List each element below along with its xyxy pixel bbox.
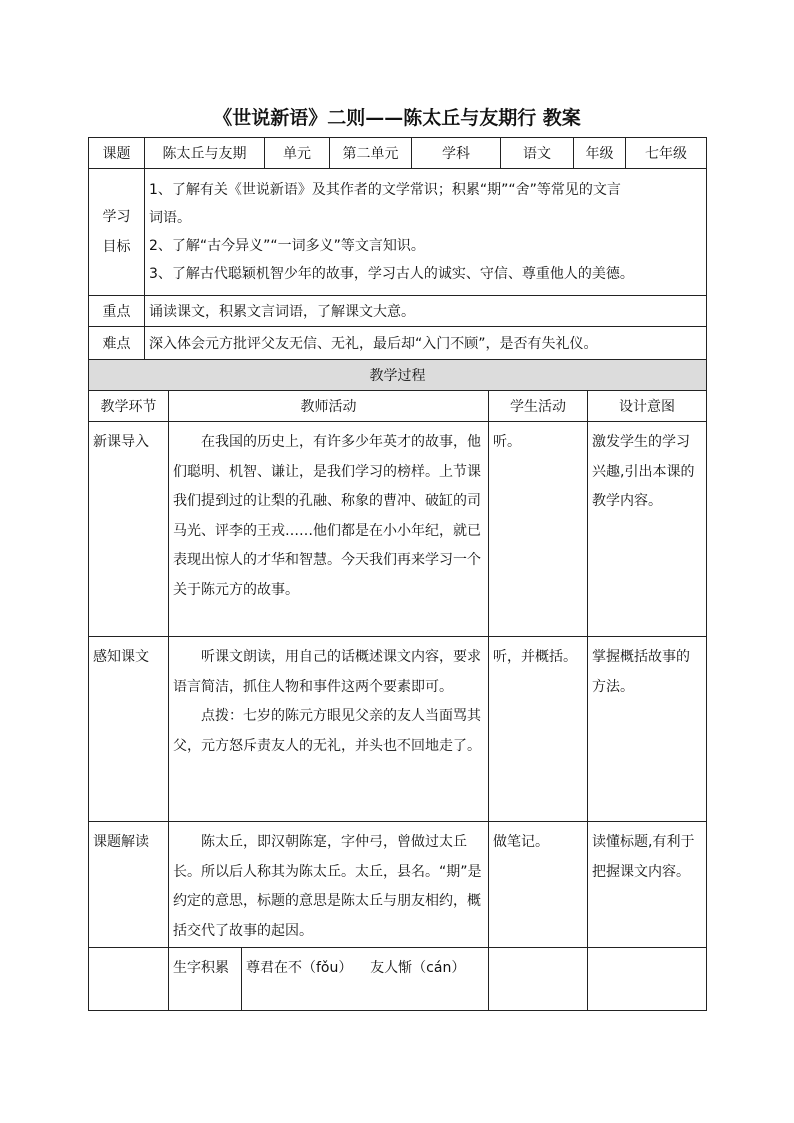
teacher-paragraph: 听课文朗读，用自己的话概述课文内容，要求语言简洁，抓住人物和事件这两个要素即可。 [173, 649, 481, 695]
objective-line: 3、了解古代聪颖机智少年的故事，学习古人的诚实、守信、尊重他人的美德。 [149, 266, 634, 282]
objective-line: 1、了解有关《世说新语》及其作者的文学常识；积累“期”“舍”等常见的文言 [149, 182, 621, 198]
process-row-perceive [89, 637, 707, 822]
teaching-process-table [88, 359, 707, 1011]
process-row-vocab [89, 948, 707, 1011]
stage-cell: 课题解读 [89, 822, 169, 948]
process-section-title: 教学过程 [89, 360, 707, 391]
process-row-title [89, 822, 707, 948]
key-value: 诵读课文，积累文言词语，了解课文大意。 [145, 296, 707, 327]
student-activity: 听，并概括。 [489, 637, 588, 822]
design-intent: 读懂标题,有利于把握课文内容。 [588, 822, 707, 948]
topic-value: 陈太丘与友期 [145, 138, 265, 169]
student-activity-empty [489, 948, 588, 1011]
stage-cell-empty [89, 948, 169, 1011]
header-stage: 教学环节 [89, 391, 169, 422]
difficulty-value: 深入体会元方批评父友无信、无礼，最后却“入门不顾”，是否有失礼仪。 [145, 327, 707, 360]
info-row-key [89, 296, 707, 327]
process-row-intro [89, 422, 707, 637]
grade-value: 七年级 [626, 138, 707, 169]
process-section-row [89, 360, 707, 391]
vocab-label: 生字积累 [169, 948, 242, 1011]
unit-value: 第二单元 [330, 138, 412, 169]
design-intent: 掌握概括故事的方法。 [588, 637, 707, 822]
header-student: 学生活动 [489, 391, 588, 422]
subject-value: 语文 [501, 138, 574, 169]
teacher-activity [169, 637, 489, 822]
design-intent-empty [588, 948, 707, 1011]
document-title: 《世说新语》二则——陈太丘与友期行 教案 [213, 107, 581, 129]
subject-label: 学科 [412, 138, 501, 169]
info-row-difficulty [89, 327, 707, 360]
teacher-paragraph: 在我国的历史上，有许多少年英才的故事，他们聪明、机智、谦让，是我们学习的榜样。上节课我们提到过的让梨的孔融、称象的曹冲、破缸的司马光、评李的王戎……他们都是在小小年纪，就已表现出惊人的才华和智慧。今天我们再来学习一个关于陈元方的故事。 [173, 434, 481, 598]
process-header-row [89, 391, 707, 422]
objective-line: 词语。 [149, 210, 191, 226]
grade-label: 年级 [574, 138, 626, 169]
teacher-paragraph: 点拨：七岁的陈元方眼见父亲的友人当面骂其父，元方怒斥责友人的无礼，并头也不回地走了。 [173, 708, 481, 754]
design-intent: 激发学生的学习兴趣,引出本课的教学内容。 [588, 422, 707, 637]
unit-label: 单元 [265, 138, 330, 169]
info-row-topic [89, 138, 707, 169]
teacher-paragraph: 陈太丘，即汉朝陈寔，字仲弓，曾做过太丘长。所以后人称其为陈太丘。太丘，县名。“期”是约定的意思，标题的意思是陈太丘与朋友相约，概括交代了故事的起因。 [173, 834, 482, 939]
objective-line: 2、了解“古今异义”“一词多义”等文言知识。 [149, 238, 425, 254]
lesson-info-table [88, 137, 707, 360]
student-activity: 听。 [489, 422, 588, 637]
vocab-text: 尊君在不（fǒu） 友人惭（cán） [242, 948, 489, 1011]
objectives-list [145, 169, 707, 296]
student-activity: 做笔记。 [489, 822, 588, 948]
stage-cell: 感知课文 [89, 637, 169, 822]
stage-cell: 新课导入 [89, 422, 169, 637]
difficulty-label: 难点 [89, 327, 145, 360]
teacher-activity [169, 422, 489, 637]
topic-label: 课题 [89, 138, 145, 169]
teacher-activity [169, 822, 489, 948]
header-teacher: 教师活动 [169, 391, 489, 422]
key-label: 重点 [89, 296, 145, 327]
objectives-label: 学习 目标 [89, 169, 145, 296]
header-design: 设计意图 [588, 391, 707, 422]
info-row-objectives [89, 169, 707, 296]
